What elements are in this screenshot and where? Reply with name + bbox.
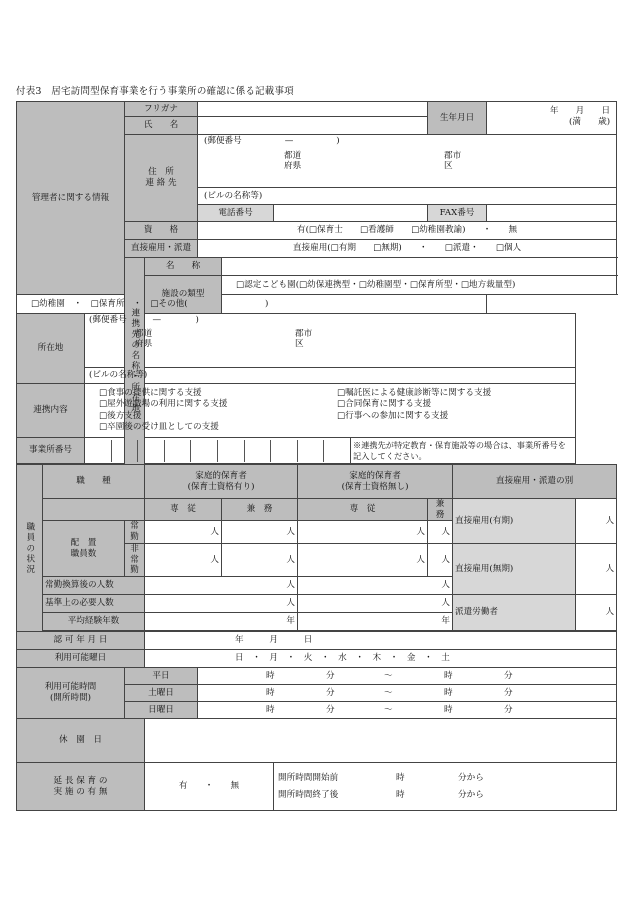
contact-city2: 区 — [295, 339, 304, 350]
extended-care-label: 延 長 保 育 の 実 施 の 有 無 — [17, 763, 145, 811]
manager-section-label: 管理者に関する情報 — [17, 102, 125, 295]
sunday-open-min[interactable]: 分 — [326, 704, 335, 715]
contact-postal[interactable]: (郵便番号 — ) — [89, 315, 199, 325]
ext-before-hour[interactable]: 時 — [396, 773, 405, 784]
contact-name-label: 名 称 — [145, 258, 222, 276]
without-concurrent-header: 兼 務 — [428, 499, 453, 521]
confirmation-form — [16, 101, 617, 811]
office-digit-box[interactable] — [112, 440, 139, 462]
office-number-note: ※連携先が特定教育・保育施設等の場合は、事業所番号を記入してください。 — [351, 438, 576, 464]
required-without[interactable]: 人 — [298, 595, 453, 613]
contact-section-label: 連携先の名称・所在地 — [125, 258, 145, 465]
weekday-label: 平日 — [125, 668, 198, 685]
office-digit-box[interactable] — [165, 440, 192, 462]
approval-date-value[interactable]: 年 月 日 — [145, 632, 617, 650]
name-field[interactable] — [198, 117, 428, 135]
name-label: 氏 名 — [125, 117, 198, 135]
manager-city1: 郡市 — [444, 150, 462, 161]
fulltime-label: 常 勤 — [125, 521, 145, 543]
fte-with[interactable]: 人 — [145, 577, 298, 595]
available-hours-label: 利用可能時間 (開所時間) — [17, 668, 125, 719]
ext-before-min[interactable]: 分から — [458, 773, 484, 784]
sunday-open-hour[interactable]: 時 — [266, 704, 275, 715]
collab-content-label: 連携内容 — [17, 384, 85, 438]
parttime-with-concurrent[interactable]: 人 — [222, 543, 298, 576]
saturday-close-min[interactable]: 分 — [504, 687, 513, 698]
weekday-range: 〜 — [384, 670, 393, 681]
office-digit-box[interactable] — [245, 440, 272, 462]
col-without-license: 家庭的保育者 (保育士資格無し) — [298, 465, 453, 499]
facility-type-line2[interactable]: □幼稚園 ・ □保育所 ・ □その他( ) — [17, 295, 487, 314]
office-digit-box[interactable] — [218, 440, 245, 462]
manager-pref1: 都道 — [284, 150, 302, 161]
fax-field[interactable] — [487, 205, 617, 222]
sunday-close-hour[interactable]: 時 — [444, 704, 453, 715]
collab-item-backup[interactable]: □後方支援 — [99, 410, 142, 421]
staff-count-label: 配 置 職員数 — [43, 521, 125, 577]
employment-label: 直接雇用・派遣 — [125, 240, 198, 258]
collab-item-joint[interactable]: □合同保育に関する支援 — [337, 399, 432, 410]
emp-fixed-term-count[interactable]: 人 — [576, 499, 617, 544]
without-dedicated-header: 専 従 — [298, 499, 428, 521]
closed-days-field[interactable] — [145, 719, 617, 763]
qualification-options[interactable]: 有(□保育士 □看護師 □幼稚園教諭) ・ 無 — [198, 222, 617, 240]
saturday-label: 土曜日 — [125, 685, 198, 702]
emp-dispatch-label: 派遣労働者 — [453, 595, 576, 631]
collab-item-graduate[interactable]: □卒園後の受け皿としての支援 — [99, 421, 219, 432]
birth-label: 生年月日 — [428, 102, 487, 135]
fulltime-without-concurrent[interactable]: 人 — [428, 521, 453, 543]
avg-experience-without[interactable]: 年 — [298, 613, 453, 631]
facility-type-line1[interactable]: □認定こども園(□幼保連携型・□幼稚園型・□保育所型・□地方裁量型) — [222, 276, 617, 295]
furigana-label: フリガナ — [125, 102, 198, 117]
emp-fixed-term-label: 直接雇用(有期) — [453, 499, 576, 544]
age-value[interactable]: (満 歳) — [568, 116, 611, 127]
birth-value[interactable]: 年 月 日 — [549, 106, 611, 116]
fulltime-with-dedicated[interactable]: 人 — [145, 521, 222, 543]
saturday-open-hour[interactable]: 時 — [266, 687, 275, 698]
office-digit-box[interactable] — [298, 440, 325, 462]
office-digit-box[interactable] — [191, 440, 218, 462]
saturday-range: 〜 — [384, 687, 393, 698]
collab-item-event[interactable]: □行事への参加に関する支援 — [337, 410, 449, 421]
avg-experience-label: 平均経験年数 — [43, 613, 145, 631]
tel-field[interactable] — [274, 205, 428, 222]
employment-options[interactable]: 直接雇用(□有期 □無期) ・ □派遣・ □個人 — [198, 240, 617, 258]
extended-care-option[interactable]: 有 ・ 無 — [145, 763, 274, 811]
manager-pref2: 府県 — [284, 161, 302, 172]
parttime-with-dedicated[interactable]: 人 — [145, 543, 222, 576]
available-days-value[interactable]: 日 ・ 月 ・ 火 ・ 水 ・ 木 ・ 金 ・ 土 — [145, 650, 617, 668]
col-employment-type: 直接雇用・派遣の別 — [453, 465, 617, 499]
facility-type-label: 施設の類型 — [145, 276, 222, 314]
furigana-field[interactable] — [198, 102, 428, 117]
fulltime-with-concurrent[interactable]: 人 — [222, 521, 298, 543]
ext-after-label: 開所時間終了後 — [278, 789, 339, 800]
collab-item-meal[interactable]: □食事の提供に関する支援 — [99, 388, 202, 399]
qualification-label: 資 格 — [125, 222, 198, 240]
office-number-boxes[interactable] — [85, 440, 350, 462]
ext-after-hour[interactable]: 時 — [396, 789, 405, 800]
weekday-close-min[interactable]: 分 — [504, 670, 513, 681]
fulltime-without-dedicated[interactable]: 人 — [298, 521, 428, 543]
col-with-license: 家庭的保育者 (保育士資格有り) — [145, 465, 298, 499]
weekday-close-hour[interactable]: 時 — [444, 670, 453, 681]
emp-permanent-label: 直接雇用(無期) — [453, 543, 576, 594]
office-digit-box[interactable] — [85, 440, 112, 462]
manager-city2: 区 — [444, 161, 453, 172]
approval-date-label: 認 可 年 月 日 — [17, 632, 145, 650]
address-label: 住 所 連 絡 先 — [125, 135, 198, 222]
sunday-close-min[interactable]: 分 — [504, 704, 513, 715]
available-days-label: 利用可能曜日 — [17, 650, 145, 668]
sunday-label: 日曜日 — [125, 702, 198, 719]
contact-name-field[interactable] — [222, 258, 617, 276]
parttime-without-concurrent[interactable]: 人 — [428, 543, 453, 576]
weekday-open-hour[interactable]: 時 — [266, 670, 275, 681]
staff-section-label: 職員の状況 — [17, 465, 43, 632]
saturday-close-hour[interactable]: 時 — [444, 687, 453, 698]
contact-pref1: 都道 — [135, 328, 153, 339]
saturday-open-min[interactable]: 分 — [326, 687, 335, 698]
fte-without[interactable]: 人 — [298, 577, 453, 595]
closed-days-label: 休 園 日 — [17, 719, 145, 763]
sunday-range: 〜 — [384, 704, 393, 715]
office-digit-box[interactable] — [138, 440, 165, 462]
avg-experience-with[interactable]: 年 — [145, 613, 298, 631]
contact-pref2: 府県 — [135, 339, 153, 350]
contact-building[interactable]: (ビルの名称等) — [85, 368, 576, 384]
weekday-open-min[interactable]: 分 — [326, 670, 335, 681]
required-with[interactable]: 人 — [145, 595, 298, 613]
contact-city1: 郡市 — [295, 328, 313, 339]
required-label: 基準上の必要人数 — [43, 595, 145, 613]
location-label: 所在地 — [17, 314, 85, 384]
office-digit-box[interactable] — [324, 440, 350, 462]
parttime-without-dedicated[interactable]: 人 — [298, 543, 428, 576]
fax-label: FAX番号 — [428, 205, 487, 222]
with-dedicated-header: 専 従 — [145, 499, 222, 521]
manager-building[interactable]: (ビルの名称等) — [198, 188, 617, 205]
tel-label: 電話番号 — [198, 205, 274, 222]
office-digit-box[interactable] — [271, 440, 298, 462]
fte-label: 常勤換算後の人数 — [43, 577, 145, 595]
office-number-label: 事業所番号 — [17, 438, 85, 464]
manager-postal[interactable]: (郵便番号 — ) — [204, 136, 340, 146]
emp-dispatch-count[interactable]: 人 — [576, 595, 617, 631]
with-concurrent-header: 兼 務 — [222, 499, 298, 521]
parttime-label: 非常勤 — [125, 543, 145, 576]
emp-permanent-count[interactable]: 人 — [576, 543, 617, 594]
form-caption: 付表3 居宅訪問型保育事業を行う事業所の確認に係る記載事項 — [16, 86, 294, 97]
job-type-label: 職 種 — [43, 465, 145, 499]
ext-after-min[interactable]: 分から — [458, 789, 484, 800]
collab-item-playground[interactable]: □屋外遊戯場の利用に関する支援 — [99, 399, 228, 410]
ext-before-label: 開所時間開始前 — [278, 773, 339, 784]
collab-item-doctor[interactable]: □嘱託医による健康診断等に関する支援 — [337, 388, 492, 399]
